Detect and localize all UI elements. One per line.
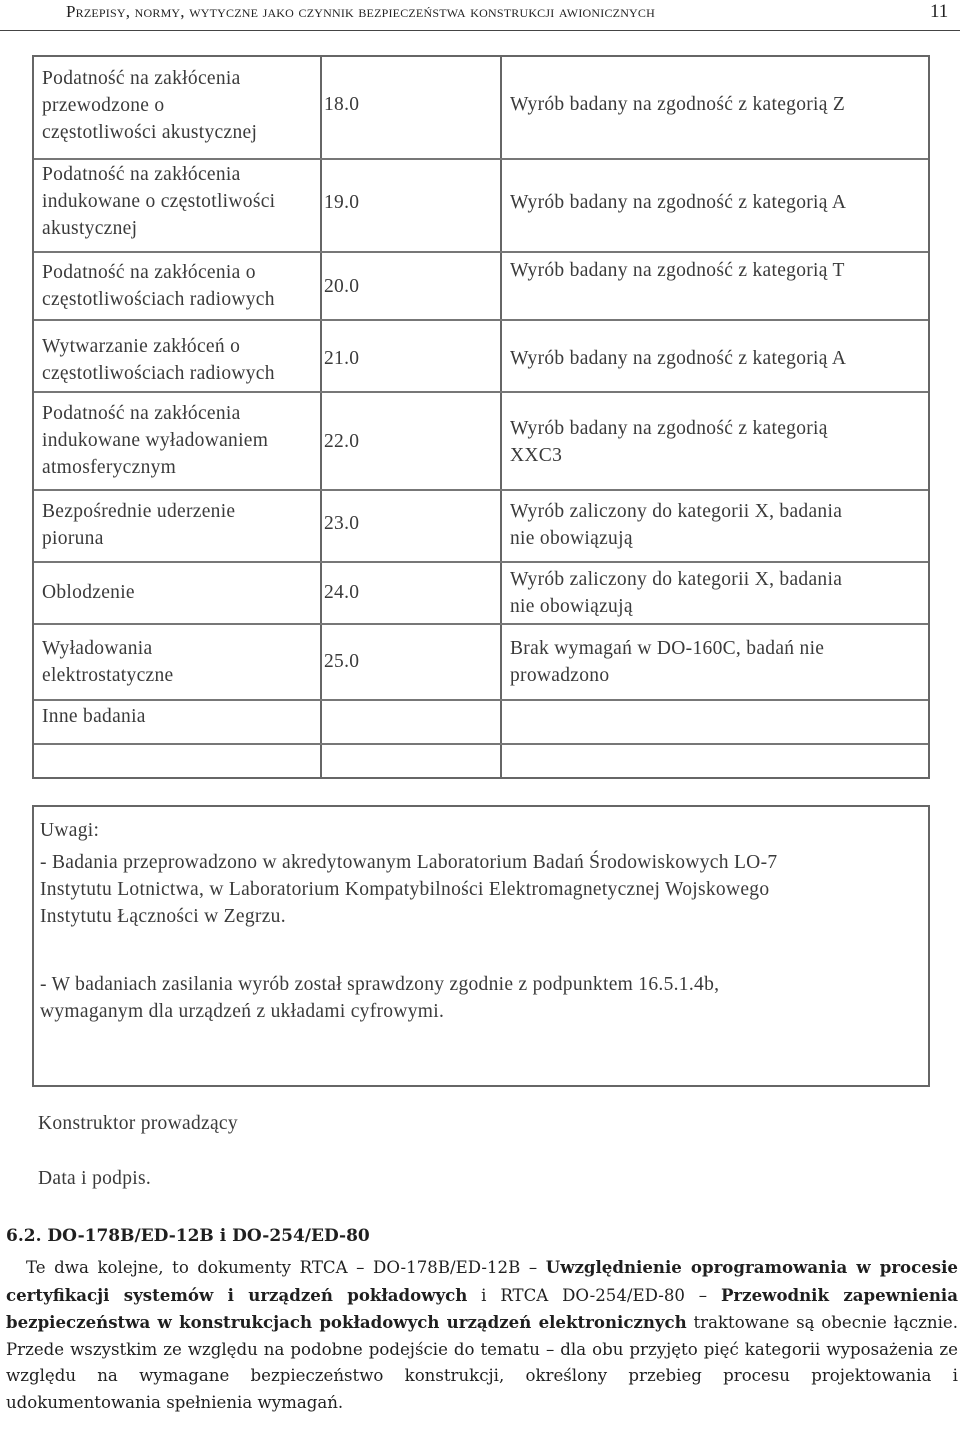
table-row-divider bbox=[34, 251, 928, 253]
test-result: Wyrób badany na zgodność z kategorią XXC3 bbox=[510, 418, 828, 466]
table-row-divider bbox=[34, 489, 928, 491]
table-row-divider bbox=[34, 623, 928, 625]
table-row: Bezpośrednie uderzenie pioruna bbox=[42, 501, 236, 549]
table-row-divider bbox=[34, 561, 928, 563]
table-row-divider bbox=[34, 158, 928, 160]
test-result: Wyrób zaliczony do kategorii X, badania nie obowiązują bbox=[510, 569, 843, 617]
section-heading: 6.2. DO-178B/ED-12B i DO-254/ED-80 bbox=[6, 1226, 370, 1246]
section-number: 19.0 bbox=[324, 192, 360, 213]
running-title: Przepisy, normy, wytyczne jako czynnik bezpieczeństwa konstrukcji awionicznych bbox=[66, 2, 655, 21]
designer-label: Konstruktor prowadzący bbox=[38, 1113, 238, 1134]
section-number: 23.0 bbox=[324, 513, 360, 534]
body-paragraph: Te dwa kolejne, to dokumenty RTCA – DO-178B/ED-12B – Uwzględnienie oprogramowania w procesie certyfikacji systemów i urządzeń pokładowych i RTCA DO-254/ED-80 – Przewodnik zapewnienia bezpieczeństwa w konstrukcjach pokładowych urządzeń elektronicznych traktowane są obecnie łącznie. Przede wszystkim ze względu na podobne podejście do tematu – dla obu przyjęto pięć kategorii wyposażenia ze względu na wymagane bezpieczeństwo konstrukcji, określony przebieg procesu projektowania i udokumentowania spełnienia wymagań. bbox=[6, 1257, 958, 1412]
section-number: 21.0 bbox=[324, 348, 360, 369]
test-result: Brak wymagań w DO-160C, badań nie prowadzono bbox=[510, 638, 825, 686]
header-rule bbox=[0, 30, 960, 31]
table-row-divider bbox=[34, 319, 928, 321]
table-row: Inne badania bbox=[42, 706, 146, 727]
test-result: Wyrób badany na zgodność z kategorią Z bbox=[510, 94, 846, 115]
test-result: Wyrób badany na zgodność z kategorią T bbox=[510, 260, 845, 281]
section-number: 22.0 bbox=[324, 431, 360, 452]
table-row-divider bbox=[34, 391, 928, 393]
table-row: Podatność na zakłócenia o częstotliwościach radiowych bbox=[42, 262, 275, 310]
section-number: 18.0 bbox=[324, 94, 360, 115]
table-row: Podatność na zakłócenia indukowane wyładowaniem atmosferycznym bbox=[42, 403, 269, 478]
page-header bbox=[0, 0, 960, 30]
table-row: Oblodzenie bbox=[42, 582, 135, 603]
test-result: Wyrób badany na zgodność z kategorią A bbox=[510, 192, 847, 213]
test-result: Wyrób badany na zgodność z kategorią A bbox=[510, 348, 847, 369]
table-column-divider bbox=[500, 57, 502, 777]
page-number: 11 bbox=[930, 1, 949, 22]
note-item: - W badaniach zasilania wyrób został sprawdzony zgodnie z podpunktem 16.5.1.4b, wymaganym dla urządzeń z układami cyfrowymi. bbox=[40, 974, 720, 1022]
notes-title: Uwagi: bbox=[40, 820, 100, 841]
test-result: Wyrób zaliczony do kategorii X, badania nie obowiązują bbox=[510, 501, 843, 549]
section-number: 24.0 bbox=[324, 582, 360, 603]
table-row: Podatność na zakłócenia przewodzone o częstotliwości akustycznej bbox=[42, 68, 258, 143]
test-results-table bbox=[32, 55, 930, 779]
date-signature-label: Data i podpis. bbox=[38, 1168, 152, 1189]
section-number: 25.0 bbox=[324, 651, 360, 672]
note-item: - Badania przeprowadzono w akredytowanym Laboratorium Badań Środowiskowych LO-7 Instytutu Lotnictwa, w Laboratorium Kompatybilności Elektromagnetycznej Wojskowego Instytutu Łączności w Zegrzu. bbox=[40, 852, 778, 927]
table-row: Wytwarzanie zakłóceń o częstotliwościach radiowych bbox=[42, 336, 275, 384]
section-number: 20.0 bbox=[324, 276, 360, 297]
table-row-divider bbox=[34, 743, 928, 745]
table-row-divider bbox=[34, 699, 928, 701]
notes-box bbox=[32, 805, 930, 1087]
table-row: Podatność na zakłócenia indukowane o częstotliwości akustycznej bbox=[42, 164, 276, 239]
table-row: Wyładowania elektrostatyczne bbox=[42, 638, 174, 686]
